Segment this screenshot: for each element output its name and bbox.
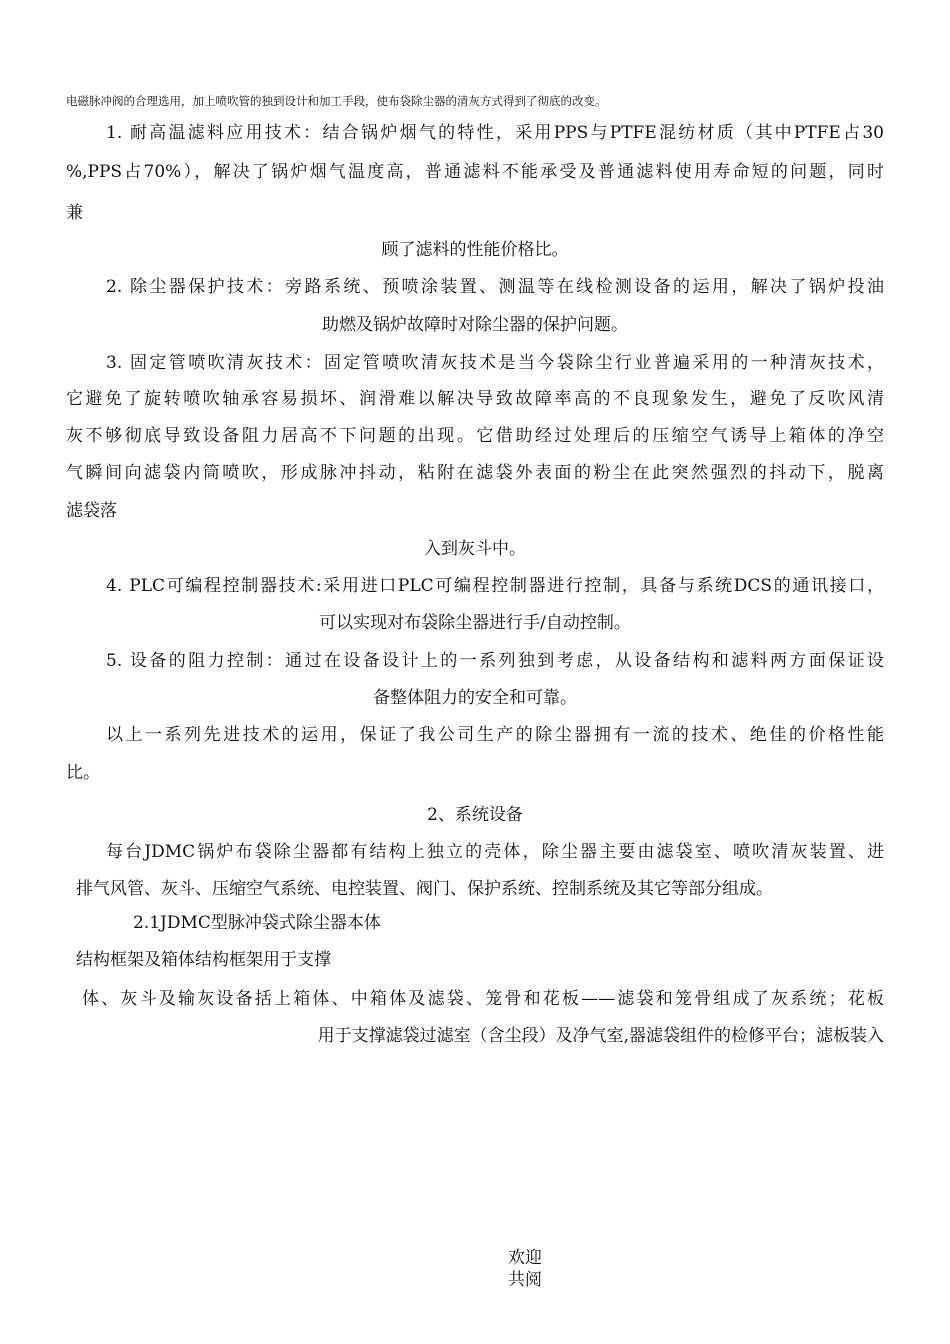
item-5-line-2: 备整体阻力的安全和可靠。 (373, 688, 577, 708)
summary-line-1: 以上一系列先进技术的运用，保证了我公司生产的除尘器拥有一流的技术、绝佳的价格性能 (106, 725, 884, 745)
item-3-line-1: 3. 固定管喷吹清灰技术：固定管喷吹清灰技术是当今袋除尘行业普遍采用的一种清灰技术， (106, 353, 884, 373)
item-2-line-1: 2. 除尘器保护技术：旁路系统、预喷涂装置、测温等在线检测设备的运用，解决了锅炉投油 (106, 277, 884, 297)
section-2-title: 2、系统设备 (427, 805, 523, 825)
footer-line-2: 共阅 (508, 1270, 542, 1290)
item-3-line-6: 入到灰斗中。 (424, 539, 526, 559)
item-4-line-2: 可以实现对布袋除尘器进行手/自动控制。 (319, 613, 631, 633)
section-2-para-line-2: 排气风管、灰斗、压缩空气系统、电控装置、阀门、保护系统、控制系统及其它等部分组成。 (76, 879, 773, 899)
footer-line-1: 欢迎 (508, 1248, 542, 1268)
item-1-line-1: 1. 耐高温滤料应用技术：结合锅炉烟气的特性，采用PPS与PTFE混纺材质（其中PTFE占30 (106, 123, 884, 143)
item-1-line-2: %,PPS占70%），解决了锅炉烟气温度高，普通滤料不能承受及普通滤料使用寿命短的问题，同时 (66, 162, 884, 182)
item-3-line-3: 灰不够彻底导致设备阻力居高不下问题的出现。它借助经过处理后的压缩空气诱导上箱体的净空 (66, 426, 884, 446)
summary-line-2: 比。 (66, 763, 100, 783)
item-3-line-5: 滤袋落 (66, 501, 117, 521)
item-5-line-1: 5. 设备的阻力控制：通过在设备设计上的一系列独到考虑，从设备结构和滤料两方面保证设 (106, 651, 884, 671)
frame-line: 结构框架及箱体结构框架用于支撑 (76, 950, 331, 970)
item-1-line-3: 兼 (66, 203, 83, 223)
item-3-line-2: 它避免了旋转喷吹轴承容易损坏、润滑难以解决导致故障率高的不良现象发生，避免了反吹风清 (66, 389, 884, 409)
intro-line: 电磁脉冲阀的合理选用，加上喷吹管的独到设计和加工手段，使布袋除尘器的清灰方式得到了彻底的改变。 (66, 94, 607, 108)
subsection-2-1-title: 2.1JDMC型脉冲袋式除尘器本体 (133, 913, 381, 933)
item-3-line-4: 气瞬间向滤袋内筒喷吹，形成脉冲抖动，粘附在滤袋外表面的粉尘在此突然强烈的抖动下，脱离 (66, 463, 884, 483)
item-2-line-2: 助燃及锅炉故障时对除尘器的保护问题。 (322, 315, 628, 335)
item-1-line-4: 顾了滤料的性能价格比。 (381, 240, 569, 260)
body-line-2: 用于支撑滤袋过滤室（含尘段）及净气室,器滤袋组件的检修平台；滤板装入 (317, 1026, 884, 1046)
item-4-line-1: 4. PLC可编程控制器技术:采用进口PLC可编程控制器进行控制，具备与系统DCS的通讯接口， (106, 576, 884, 596)
section-2-para-line-1: 每台JDMC锅炉布袋除尘器都有结构上独立的壳体，除尘器主要由滤袋室、喷吹清灰装置、进 (106, 842, 884, 862)
body-line-1: 体、灰斗及输灰设备括上箱体、中箱体及滤袋、笼骨和花板——滤袋和笼骨组成了灰系统；花板 (82, 989, 884, 1009)
